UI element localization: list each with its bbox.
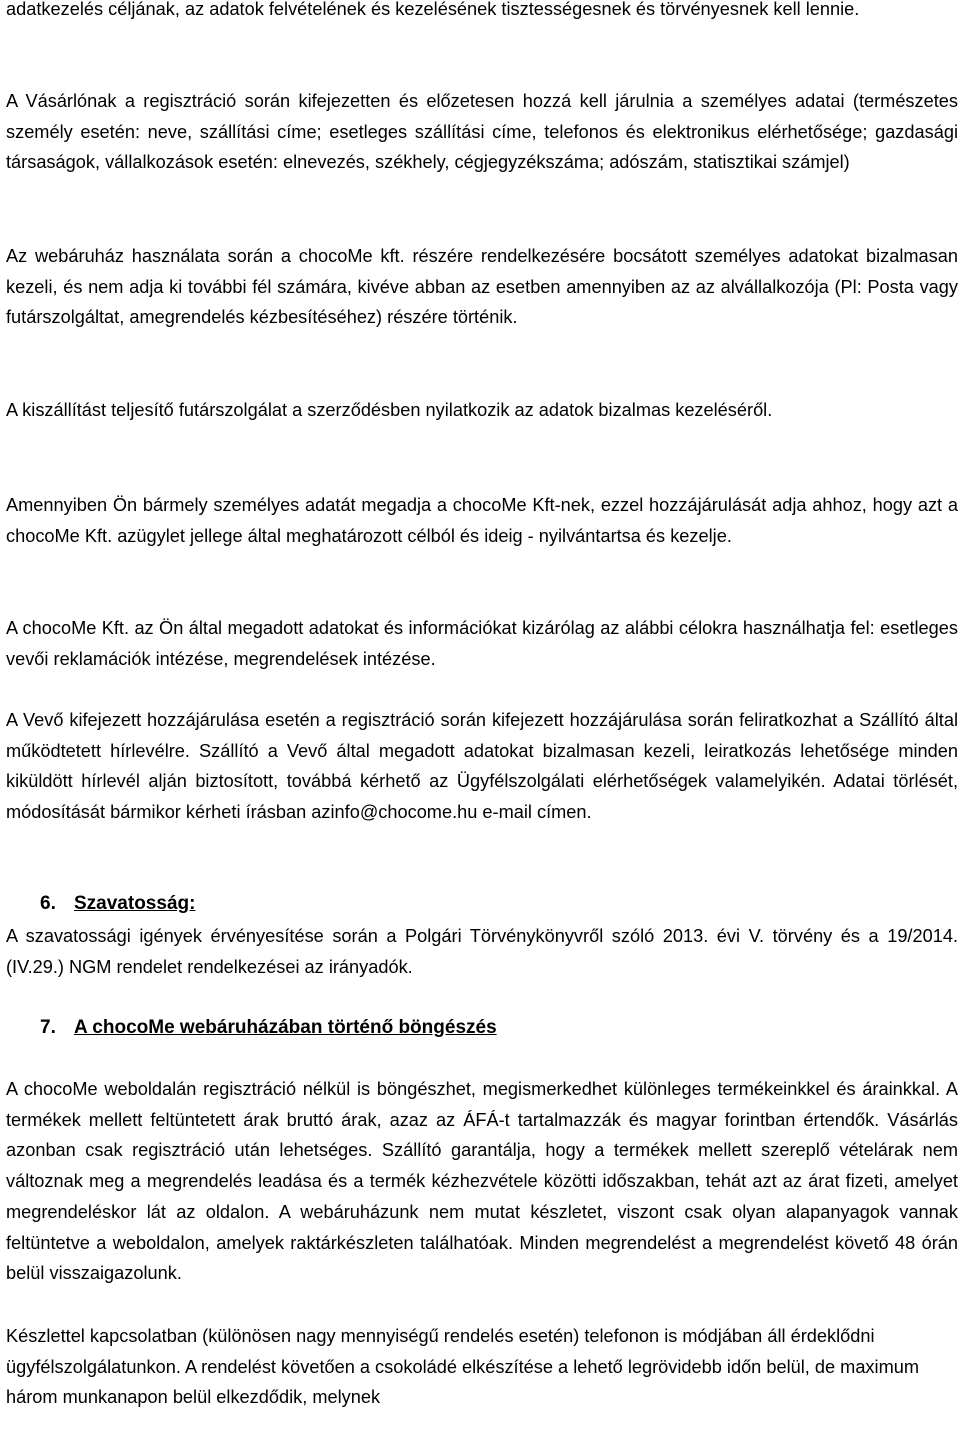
section-number: 6. xyxy=(40,893,56,914)
paragraph-data-confidentiality: Az webáruház használata során a chocoMe kft. részére rendelkezésére bocsátott személyes adatokat bizalmasan kezeli, és nem adja ki további fél számára, kivéve abban az esetben amennyiben az az alvállalkozója (Pl: Posta vagy futárszolgáltat, amegrendelés kézbesítéséhez) részére történik. xyxy=(6,246,958,328)
section-title: Szavatosság: xyxy=(74,893,196,914)
paragraph-stock-inquiry: Készlettel kapcsolatban (különösen nagy mennyiségű rendelés esetén) telefonon is módjában áll érdeklődni ügyfélszolgálatunkon. A rendelést követően a csokoládé elkészítése a lehető legrövidebb időn belül, de maximum három munkanapon belül elkezdődik, melynek xyxy=(6,1326,919,1408)
paragraph-registration-consent: A Vásárlónak a regisztráció során kifejezetten és előzetesen hozzá kell járulnia a személyes adatai (természetes személy esetén: neve, szállítási címe; esetleges szállítási címe, telefonos és elektronikus elérhetősége; gazdasági társaságok, vállalkozások esetén: elnevezés, székhely, cégjegyzékszáma; adószám, statisztikai számjel) xyxy=(6,91,958,173)
paragraph-consent-to-processing: Amennyiben Ön bármely személyes adatát megadja a chocoMe Kft-nek, ezzel hozzájárulását adja ahhoz, hogy azt a chocoMe Kft. azügylet jellege által meghatározott célból és ideig - nyilvántartsa és kezelje. xyxy=(6,495,958,546)
paragraph-browsing: A chocoMe weboldalán regisztráció nélkül is böngészhet, megismerkedhet különleges termékeinkkel és árainkkal. A termékek mellett feltüntetett árak bruttó árak, azaz az ÁFÁ-t tartalmazzák és magyar forintban értendők. Vásárlás azonban csak regisztráció után lehetséges. Szállító garantálja, hogy a termékek mellett szereplő vételárak nem változnak meg a megrendelés leadása és a termék kézhezvétele közötti időszakban, tehát azt az árat fizeti, amelyet megrendeléskor lát az oldalon. A webáruházunk nem mutat készletet, viszont csak olyan alapanyagok vannak feltüntetve a weboldalon, amelyek raktárkészleten találhatóak. Minden megrendelést a megrendelést követő 48 órán belül visszaigazolunk. xyxy=(6,1079,958,1284)
paragraph-warranty: A szavatossági igények érvényesítése során a Polgári Törvénykönyvről szóló 2013. évi V. törvény és a 19/2014. (IV.29.) NGM rendelet rendelkezései az irányadók. xyxy=(6,926,958,977)
paragraph-data-usage-purposes: A chocoMe Kft. az Ön által megadott adatokat és információkat kizárólag az alábbi célokra használhatja fel: esetleges vevői reklamációk intézése, megrendelések intézése. xyxy=(6,618,958,669)
paragraph-courier-confidentiality: A kiszállítást teljesítő futárszolgálat a szerződésben nyilatkozik az adatok bizalmas kezeléséről. xyxy=(6,400,773,420)
paragraph-newsletter: A Vevő kifejezett hozzájárulása esetén a regisztráció során kifejezett hozzájárulása során feliratkozhat a Szállító által működtetett hírlevélre. Szállító a Vevő által megadott adatokat bizalmasan kezeli, leiratkozás lehetősége minden kiküldött hírlevél alján biztosított, továbbá kérhető az Ügyfélszolgálati elérhetőségek valamelyikén. Adatai törlését, módosítását bármikor kérheti írásban azinfo@chocome.hu e-mail címen. xyxy=(6,710,958,823)
paragraph-data-handling-intro: adatkezelés céljának, az adatok felvételének és kezelésének tisztességesnek és törvényesnek kell lennie. xyxy=(6,0,860,19)
section-number: 7. xyxy=(40,1017,56,1038)
section-heading-browsing xyxy=(40,1013,497,1043)
section-title: A chocoMe webáruházában történő böngészés xyxy=(74,1017,497,1038)
section-heading-warranty xyxy=(40,889,195,919)
